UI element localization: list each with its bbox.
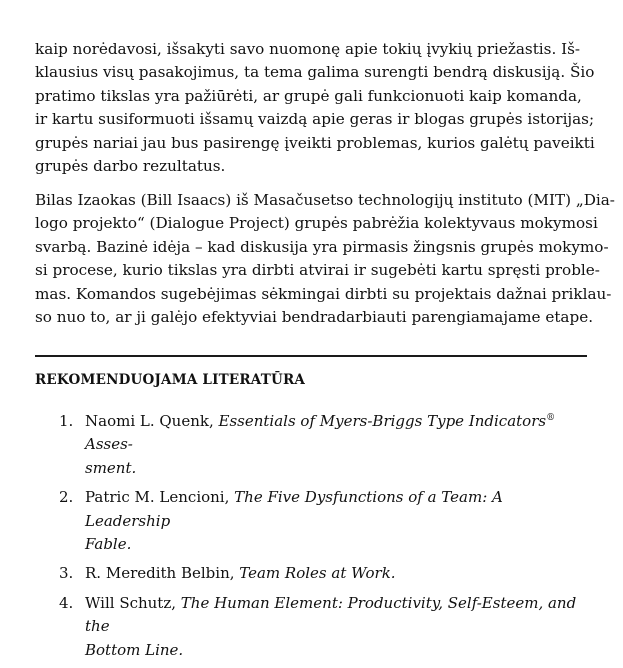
text-line: svarbą. Bazinė idėja – kad diskusija yra pirmasis žingsnis grupės mokymo- xyxy=(35,237,609,256)
reference-author: R. Meredith Belbin, xyxy=(85,564,240,583)
section-divider xyxy=(35,355,587,357)
reference-number: 2. xyxy=(59,488,74,507)
text-line: logo projekto“ (Dialogue Project) grupės pabrėžia kolektyvaus mokymosi xyxy=(35,214,598,233)
reference-item xyxy=(35,592,587,662)
paragraph-2 xyxy=(35,189,615,329)
text-line: pratimo tikslas yra pažiūrėti, ar grupė gali funkcionuoti kaip komanda, xyxy=(35,86,582,105)
reference-list xyxy=(35,410,587,668)
reference-title-cont: Fable. xyxy=(85,535,132,554)
text-line: mas. Komandos sugebėjimas sėkmingai dirbti su projektais dažnai priklau- xyxy=(35,284,612,303)
section-heading: REKOMENDUOJAMA LITERATŪRA xyxy=(35,372,306,388)
reference-number: 4. xyxy=(59,593,74,612)
text-line: grupės darbo rezultatus. xyxy=(35,157,226,176)
reference-item xyxy=(35,562,587,585)
reference-author: Patric M. Lencioni, xyxy=(85,488,235,507)
text-line: ir kartu susiformuoti išsamų vaizdą apie geras ir blogas grupės istorijas; xyxy=(35,110,595,129)
text-line: so nuo to, ar ji galėjo efektyviai bendradarbiauti parengiamajame etape. xyxy=(35,308,594,327)
paragraph-1 xyxy=(35,38,595,178)
reference-item xyxy=(35,486,587,556)
reference-title: The Five Dysfunctions of a Team: A Leadership xyxy=(85,488,503,530)
text-line: grupės nariai jau bus pasirengę įveikti problemas, kurios galėtų paveikti xyxy=(35,133,595,152)
reference-title-cont: Bottom Line. xyxy=(85,640,184,659)
reference-number: 3. xyxy=(59,564,74,583)
text-line: si procese, kurio tikslas yra dirbti atvirai ir sugebėti kartu spręsti proble- xyxy=(35,261,600,280)
text-line: Bilas Izaokas (Bill Isaacs) iš Masačusetso technologijų instituto (MIT) „Dia- xyxy=(35,191,615,209)
text-line: kaip norėdavosi, išsakyti savo nuomonę apie tokių įvykių priežastis. Iš- xyxy=(35,40,581,58)
reference-author: Naomi L. Quenk, xyxy=(85,412,219,430)
registered-mark: ® xyxy=(546,413,556,423)
reference-title: Team Roles at Work. xyxy=(239,564,396,583)
reference-item xyxy=(35,410,587,480)
reference-title: The Human Element: Productivity, Self-Esteem, and the xyxy=(85,593,577,636)
reference-author: Will Schutz, xyxy=(85,593,181,612)
reference-title-cont: sment. xyxy=(85,458,137,477)
text-line: klausius visų pasakojimus, ta tema galima surengti bendrą diskusiją. Šio xyxy=(35,63,595,82)
reference-title: Essentials of Myers-Briggs Type Indicators xyxy=(218,412,547,430)
reference-number: 1. xyxy=(59,412,74,430)
reference-title-cont: Asses- xyxy=(85,435,133,454)
